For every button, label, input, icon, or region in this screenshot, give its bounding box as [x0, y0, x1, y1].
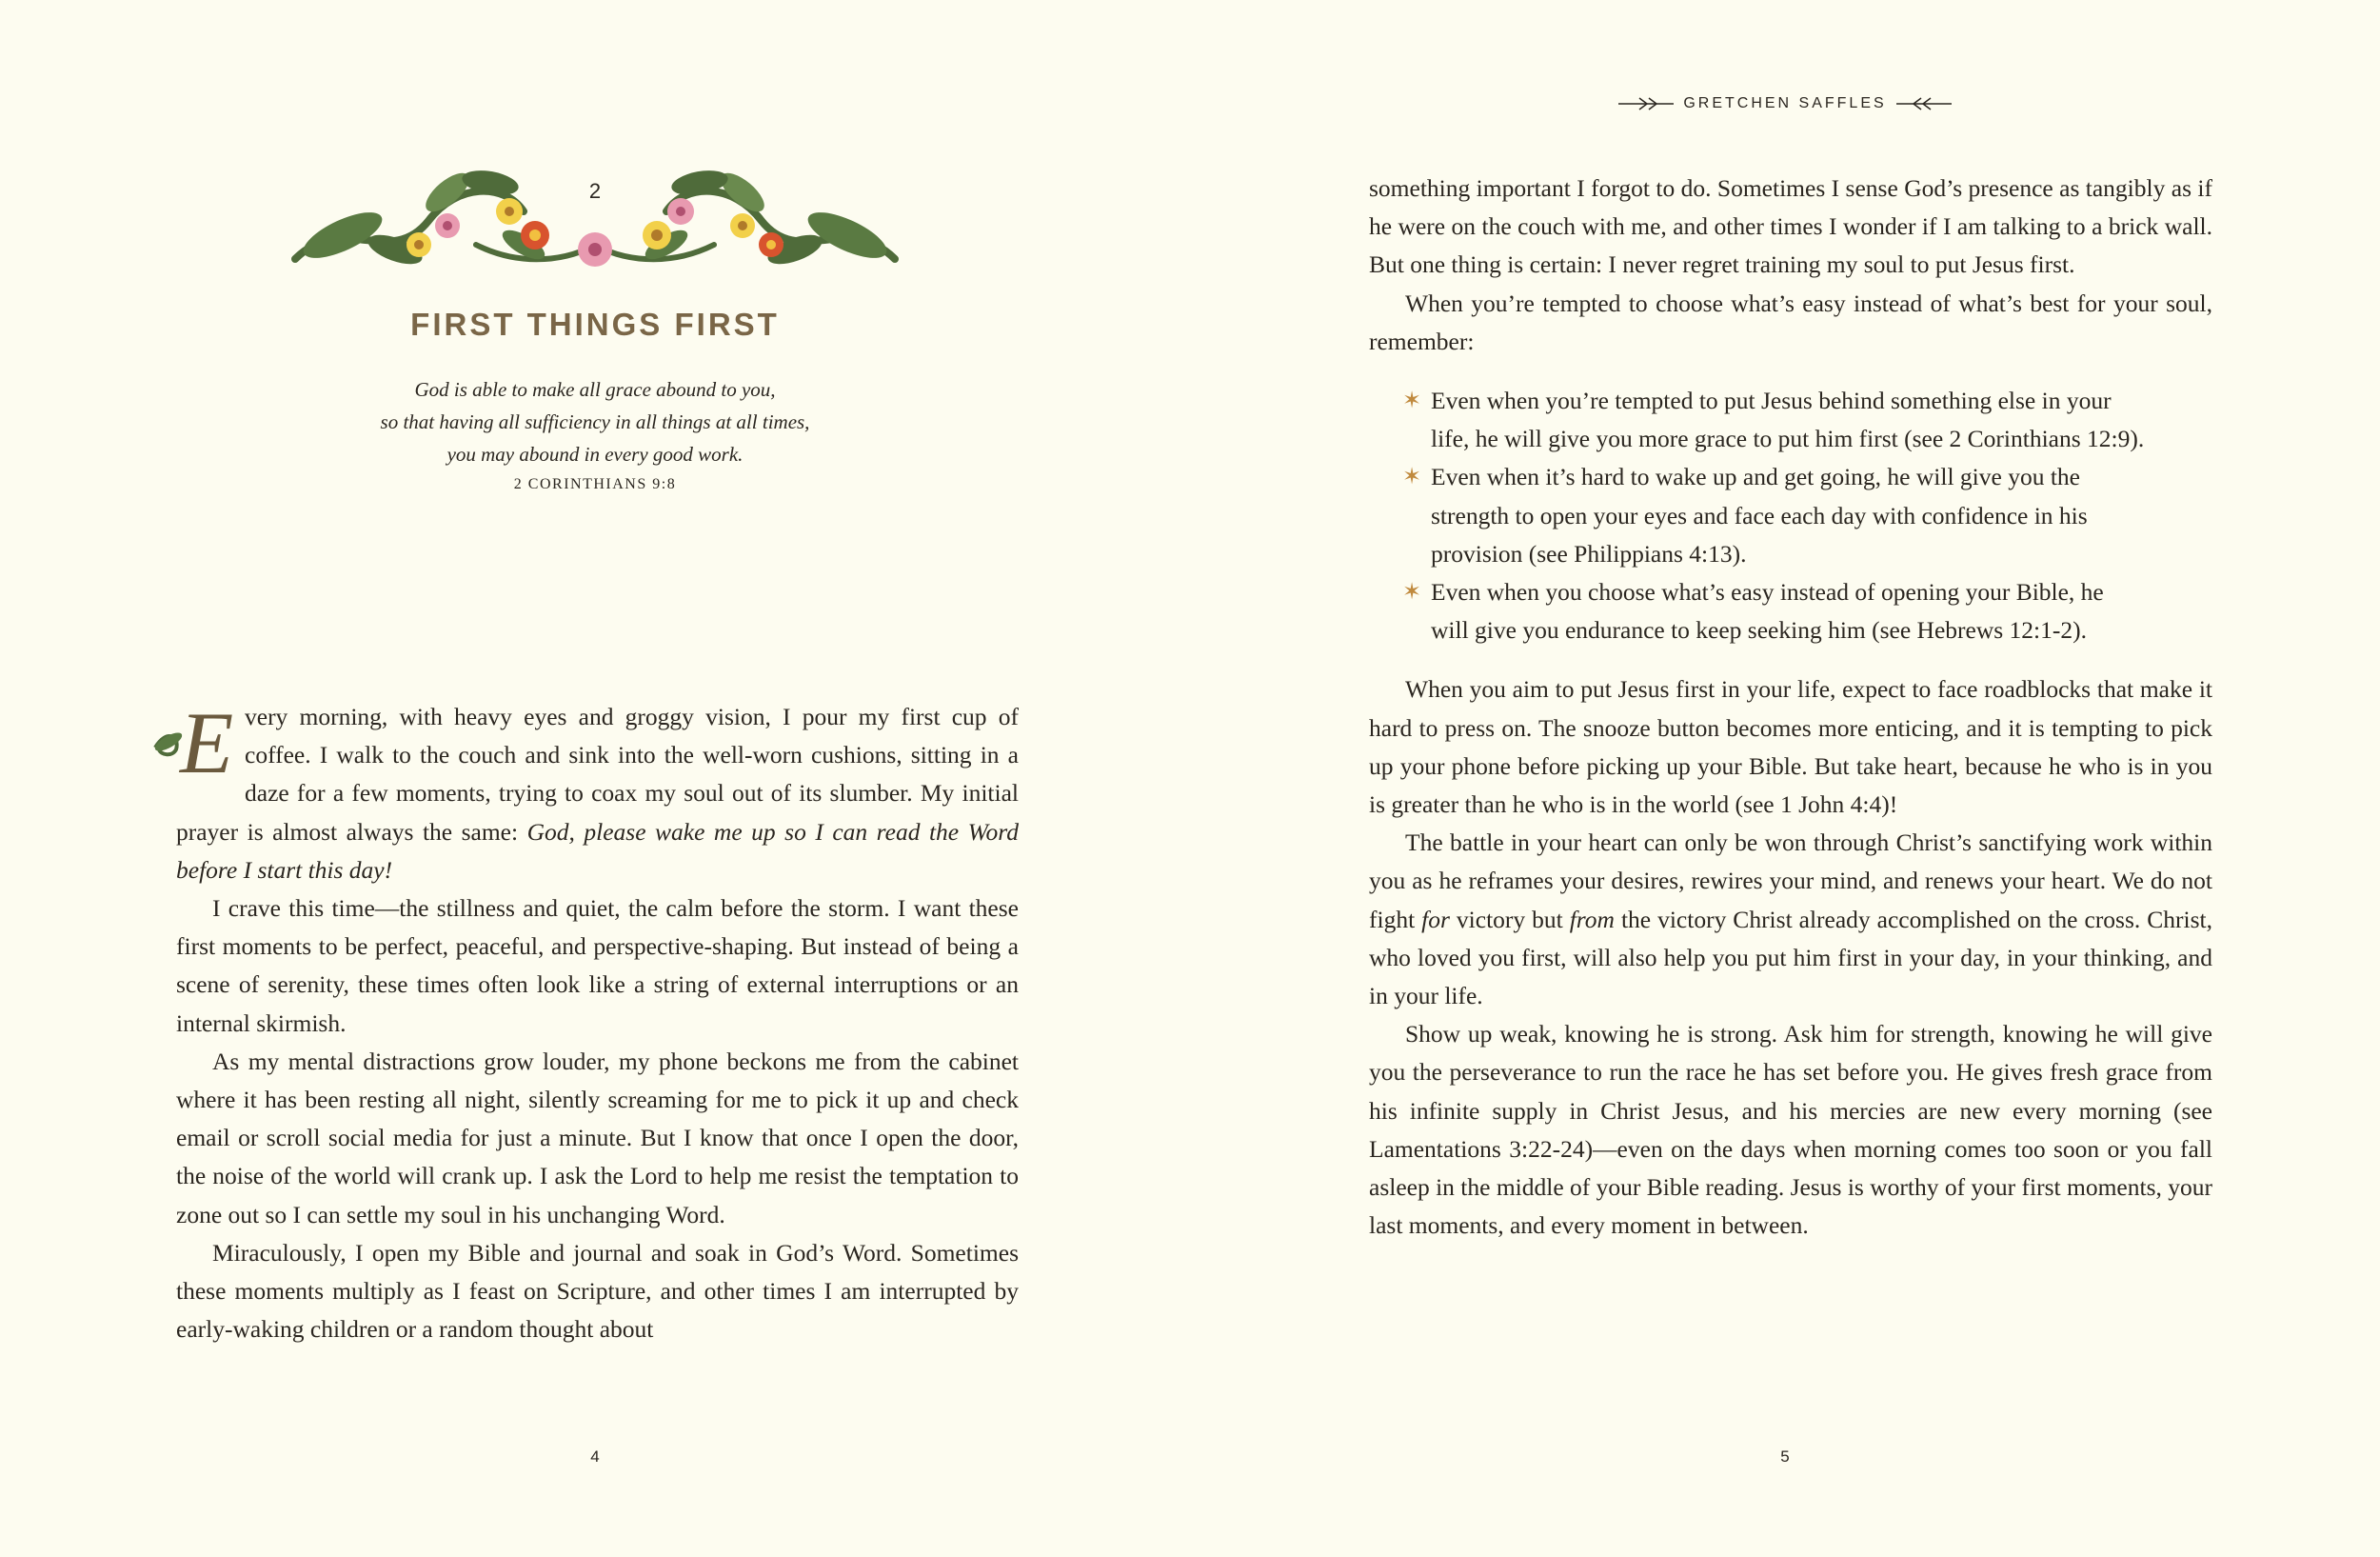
paragraph: Show up weak, knowing he is strong. Ask him for strength, knowing he will give you the perseverance to run the race he has set before you. He gives fresh grace from his infinite supply in Christ Jesus, and his mercies are new every morning (see Lamentations 3:22-24)—even on the days when morning comes too soon or you fall asleep in the middle of your Bible reading. Jesus is worthy of your first moments, your last moments, and every moment in between.: [1369, 1020, 2212, 1240]
list-item: [1369, 573, 2212, 649]
chapter-title: FIRST THINGS FIRST: [410, 307, 780, 342]
paragraph-italic-text: God, please wake me up so I can read the Word before I start this day!: [176, 817, 1019, 884]
list-item: [1369, 382, 2212, 458]
page-number: 5: [1780, 1447, 1790, 1466]
epigraph-reference: 2 CORINTHIANS 9:8: [513, 476, 677, 492]
paragraph-text: The battle in your heart can only be won through Christ’s sanctifying work within you as he reframes your desires, rewires your mind, and renews your heart. We do not fight: [1369, 828, 2212, 933]
paragraph-text: very morning, with heavy eyes and groggy vision, I pour my first cup of coffee. I walk to the couch and sink into the well-worn cushions, sitting in a daze for a few moments, trying to coax my soul out of its slumber. My initial prayer is almost always the same:: [176, 703, 1019, 846]
epigraph: [0, 373, 1190, 470]
svg-text:E: E: [180, 700, 234, 782]
epigraph-line: God is able to make all grace abound to you,: [414, 378, 776, 401]
sprig-right-icon: [1896, 96, 1952, 111]
page-number: 4: [590, 1447, 600, 1466]
chapter-number: 2: [588, 179, 602, 203]
paragraph: Miraculously, I open my Bible and journal and soak in God’s Word. Sometimes these moments multiply as I feast on Scripture, and other times I am interrupted by early-waking children or a random thought about: [176, 1238, 1019, 1344]
list-item-text: Even when it’s hard to wake up and get going, he will give you the strength to open your eyes and face each day with confidence in his provision (see Philippians 4:13).: [1431, 463, 2088, 568]
paragraph: When you’re tempted to choose what’s easy instead of what’s best for your soul, remember:: [1369, 289, 2212, 355]
paragraph: [176, 698, 1019, 889]
paragraph-italic-text: from: [1569, 905, 1615, 933]
author-name: GRETCHEN SAFFLES: [1683, 95, 1887, 111]
paragraph-text: the victory Christ already accomplished on the cross. Christ, who loved you first, will also help you put him first in your day, in your thinking, and in your life.: [1369, 905, 2212, 1010]
epigraph-line: so that having all sufficiency in all things at all times,: [380, 410, 810, 433]
epigraph-line: you may abound in every good work.: [446, 443, 744, 466]
paragraph: As my mental distractions grow louder, my phone beckons me from the cabinet where it has been resting all night, silently screaming for me to pick it up and check email or scroll social media for just a minute. But I know that once I open the door, the noise of the world will crank up. I ask the Lord to help me resist the temptation to zone out so I can settle my soul in his unchanging Word.: [176, 1047, 1019, 1228]
bullet-list: [1369, 382, 2212, 649]
star-bullet-icon: ✶: [1402, 580, 1422, 606]
right-page: [1190, 0, 2380, 1557]
left-body-text: [176, 698, 1019, 1348]
list-item-text: Even when you choose what’s easy instead of opening your Bible, he will give you endurance to keep seeking him (see Hebrews 12:1-2).: [1431, 578, 2104, 645]
paragraph-italic-text: for: [1421, 905, 1450, 933]
paragraph: something important I forgot to do. Sometimes I sense God’s presence as tangibly as if he were on the couch with me, and other times I wonder if I am talking to a brick wall. But one thing is certain: I never regret training my soul to put Jesus first.: [1369, 174, 2212, 279]
sprig-left-icon: [1618, 96, 1674, 111]
list-item: [1369, 458, 2212, 573]
right-body-text: [1369, 170, 2212, 1245]
floral-ornament-icon: [286, 154, 904, 278]
list-item-text: Even when you’re tempted to put Jesus behind something else in your life, he will give you more grace to put him first (see 2 Corinthians 12:9).: [1431, 387, 2145, 453]
star-bullet-icon: ✶: [1402, 465, 1422, 490]
running-head: [1190, 95, 2380, 112]
paragraph-text: victory but: [1449, 905, 1570, 933]
paragraph: [1369, 824, 2212, 1015]
paragraph: When you aim to put Jesus first in your life, expect to face roadblocks that make it hard to press on. The snooze button becomes more enticing, and it is tempting to pick up your phone before picking up your Bible. But take heart, because he who is in you is greater than he who is in the world (see 1 John 4:4)!: [1369, 675, 2212, 819]
paragraph: I crave this time—the stillness and quiet, the calm before the storm. I want these first moments to be perfect, peaceful, and perspective-shaping. But instead of being a scene of serenity, these times often look like a string of external interruptions or an internal skirmish.: [176, 894, 1019, 1037]
drop-cap-e-icon: [148, 700, 235, 782]
star-bullet-icon: ✶: [1402, 389, 1422, 414]
